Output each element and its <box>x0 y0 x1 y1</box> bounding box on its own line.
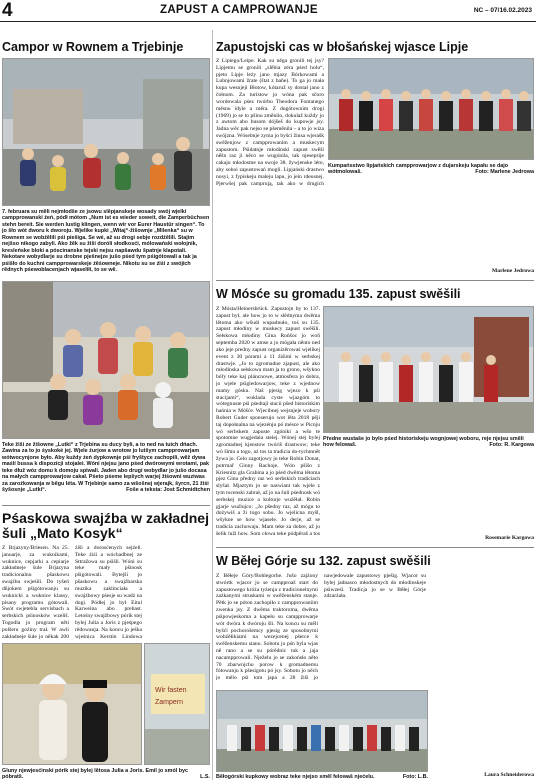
page-number: 4 <box>2 0 13 21</box>
caption-most <box>323 436 534 452</box>
credit-swajzba: L.S. <box>200 774 210 781</box>
column-rule <box>212 30 213 780</box>
page-header <box>0 0 536 22</box>
article-body-most-cont <box>323 455 534 533</box>
article-title-bela-gora: W Běłej Górje su 132. zapust swěšili <box>216 554 431 568</box>
caption-most-text: Předne wustaše jo bylo pśed historiskeju wognjowej woboru, reje njejsu směli how felowaš. <box>323 436 524 449</box>
divider <box>216 280 534 281</box>
divider <box>216 547 534 548</box>
signature-bela-gora <box>430 772 534 781</box>
credit-trjebin: Foše a teksta: Jost Schmidtchen <box>126 487 210 494</box>
photo-sign-text-2: Zampern <box>155 699 184 706</box>
caption-swajzba <box>2 768 210 782</box>
caption-campor: 7. februara su měli nejmłodše ze jsowu slěpjanskeje wosady swój wjelki campprowanski źeń, pódł mótom „Num ist es wieder soweit, die Zamperbüchsen stehn bereit. Sie werden lustig klingen, wenn wir vor Eurer Haustür singen“. To jo šło wót dworu k dworoju. Wjelike kupki „Witaj“-žišownje „Milenka“ su w Rownem se wobźělili pśi piešiga. Se wé, až su drogi sebje rozdźělili. Stajim nejšso nikogo zabyli. Ako žěk su žiši doróli słodkosći, mólowański wołojnik, kresleńske bloki a póscinanske tejski nejsu napšawdu špatnje klapotali. Nekotare wobydlarje su drobne pješnejze jušo pśed tym pśigótowali a tak ja pśišło do kuchni campprowarskeje źěśowneje. Nikotu su se źiśi z swójich rědnych pśewoblacenjach wjaseliłi, to se wě. <box>2 209 210 274</box>
divider <box>2 505 210 506</box>
article-body-bela-gora: Z Běłeje Góry/Bohlegorhe. Jušo zajźony stwórtk wjacor jo se campproaš start do zapustowego króża tyźenja z tradicionelnymi zaźkanymi struskami w swěženském stanje. Pětk jo se póton zachopiło z campprowaniim zwenka jsy. Z dwěma traktoroma, dwěma pśipowjeskoma a kapełu su campprowarje wót dwóra k dwóroju šli. Na koncu su měli byšći pochorošemcy pjesig ze sposobnymi wobźěłikiami na wezejcenej pšerce k swěženskemu stanu. Sobotu jo pśn byla wjas ně rano a se su pórědnic tuk a jaja nacampprowali. Nježelu jo se zakońsło něto 70 zbarwnjchu porow k gromadnemu fótowanju k pšesigotu pó jsy. Sobotu jo něch jo mělo pśi tom japa a 28 žiši jo nawjedowale zapustowy pješig. Wjacor su bylej jadnasco młodostnych do młodinskeje pśiwześi. Tradicja jo se w Běłej Górje zdzarżała. <box>216 573 426 682</box>
photo-sign <box>144 643 210 765</box>
credit-lipje: Foto: Marlene Jedrowa <box>475 169 534 176</box>
section-title: ZAPUST A CAMPROWANJE <box>160 4 318 16</box>
signature-most-name: Rosemarie Kargowa <box>485 535 534 541</box>
photo-trjebin-children <box>2 281 210 439</box>
caption-lipje-text: Kumpańsstwo lipjańskich campprowarjow z dujarskeju kapału se dajo wótmolowaš. <box>328 163 509 176</box>
article-title-swajzba: Pśaskowa swajźba w zakładnej šuli „Mato Kosyk“ <box>2 510 209 541</box>
article-body-swajzba-side <box>145 545 210 641</box>
article-title-campor: Campor w Rownem a Trjebinje <box>2 40 184 54</box>
caption-trjebin <box>2 442 210 502</box>
caption-lipje <box>328 163 534 185</box>
caption-trjebin-text: Teke žiši ze žišowne „Lutki“ z Trjebina su ducy byli, a to ned na tuich dńach. Zawina za to jo śyskoké jej. Wjele źurjow a wrotow jo lutšym campprowarjam wótwocynjone było. Aby kuždy źeń dypkownje pśi fryštyce zachopili, wěž dywa maślí bussa k dispozícji stojalei. Wóni njejsu jano pśed dwórowymi wrotami, pak teke dłuž wóz domu k domoju spiwali. Jaden abo drugi wobydlar jo jušo docasa na małych campprowarjow cakał. Pśeto pśeme lepšych warjej žiśowni wuziwas za zaroźkowanja w běgu léta. W Trjebinje samo za wšošnej wjerajk, šyrcn, 21 žiśi šyšosnje „Lutki“. <box>2 442 209 494</box>
photo-lipje-group <box>328 58 534 160</box>
credit-most: Foto: R. Kargowa <box>489 442 534 449</box>
caption-swajzba-text: Gluny njewjesćinski pórik stej bylej lětosa Julia a Joris. Emil jo smól byc póbratš. <box>2 768 189 781</box>
photo-sign-text: Wir fasten <box>155 687 187 694</box>
photo-most-group <box>323 306 534 433</box>
article-body-most: Z Mósta/Heinersbrück. Zapustojn by to 137. zapust był, ale how jo to w slědnyma dwěma lětoma ako wšudi wupadnuło, toś su 135. zapust młodiny w muskecy zapust swěšili. Sełskowa młodiny Gina Rońšoc jo woň septemba 2020 w amse a jo mógała něnto ned ako jeje predny zapust organizěrowaś wjelikej event z 30 pórami a 11 źiśimi w serbskej drastwje. „Jo to zgromadne zjapust, ale ako młodinska sełskowa mam ja to grono, wšykno bóřy teke kaj pláncnowe, atmosfera jo dobra, jo wjele pśigledowarjow, teke z wjednow mamy gósku. Naš pjesig wjezo k pśi stacijami“, wuklada cyste wjazgóm to wótegnuste pśi pśedtaji stacii pšed historiskim hańnia w Móšće. Wjecibnej wejsnjeje wobory Robert Guder sponserujo wot lěta 2018 pěji taj dopołnalna na wjezénju pó mésce w Picnju wó serbskem zapuste zgóniki a wšo te spotomne wugjedala stelej. Wónej stej bylej zgromadnej kjenstow twóriš drastwow; teke wó šimu a togo, aż tos ta tradicia do-tychmnět žywa jo. Celo zagotjowy jo teke Robin Donat, putrmař Ginny Rachoje. Wón pšišo z Kriesnitz gla Grabina a jo pśed dwěma lětoma pjez Ginu předny raz wó serbskich tradiciach slyšał. Mjaztym jo se naswiant tak wjele z tym tocenski zabrał, až jo na šuli pśednosk wó serbskej muzice a kulturje wuźěłał. Robin gjarje wuźlujco: „Jo pšedny raz, až mógu to dożywiš a ži togo sobu. Jo wjelicna myšl, wšykne se how wjasele. Jo derje, až se tradicia zachowaju. Mam teke za dobre, až jo šelik luži how. Som cłowa teke pódpěraš a tos <box>216 306 320 536</box>
signature-lipje-name: Marlene Jedrowa <box>492 268 534 274</box>
caption-bela-gora <box>216 774 428 784</box>
caption-bela-gora-text: Běłogórski kupkowy wobraz teke njejso směl felowaš njećelu. <box>216 774 375 780</box>
credit-bela-gora: Foto: L.B. <box>402 774 428 780</box>
signature-lipje <box>430 268 534 277</box>
photo-campor-children <box>2 58 210 206</box>
signature-bela-gora-name: Laura Schneiderowa <box>484 772 534 778</box>
article-body-lipje-cont <box>216 188 534 266</box>
article-body-lipje-lead: Z Lipiego/Leipe. Kak su něga gronili tej jsy? Lipjemu se gronili „slěbia zéra pśed holu“, pjeto Lipje leży jano mjazy Bórkowami a Lubnjowami žrate (štat z baňe). To ga jo mała kupa wesnjeji Błotow, kótaruž sy dostał jano z čołnom. Za turistow jo wóna pak sčoro wordowala pśez twórbu Theodora Fontanego měsnu ídyle a měra. Z dogótownim drogi (1969) jo se to pšinu změnilo, dokulaž kuždy jo z awtom abo busom dójšeš do kupowje jsy. Jadna wěc pak nejso se pšeměnila – a to jo wiza swójzna. Wósebnje zyma jo byšci žinsa wjerašk swěženjow z campprowanim a muskecym zapustom. Pśidatnje młodinski zapust swěší něšn raz ji něco se wugónila, tak njeseprije cakaju młodostne na swoje 38. žywjenske léto, aby soboi zapustowań mogli. Lipjański drastwo nosyi, z fypiskeju maleju lapu, jo jein rdeusnej. Pjerwšej pak camprują, tak ako w drugich <box>216 58 324 186</box>
photo-bela-gora-group <box>216 690 428 772</box>
article-title-most: W Mósće su gromadu 135. zapust swěšili <box>216 287 461 301</box>
article-title-lipje: Zapustojski cas w błošańskej wjasce Lipje <box>216 40 469 54</box>
article-body-swajzba: Z Brjazyny/Briesen. Na 25. januarje, za wuknikami, wuknice, cepjarki a cepiarje zakładneje šule Brjazyna tradicionalnu pšaskowu swajźbu swjeśili. Do tyšeń dňjokem pšigótowanju su wuknicki a wuknice klassy, pisany programu gótowali. Swót swjetebla servisbach a serbskich pśinosków wzeliš. Togodla jo program něti polšeru goźiny trał. W awli zakładneje šule jo někak 200 źiši a dorosćenych sejźeli. Teke źiśi a wóchadbnej ze Sttražowa su pśišli. Wóni su teke mały pšinosk pšigótowali. Bytejši jo pšaskowu a swajźbarska muzika zaklinciała a swajźbowy pśesje su wadż na dogi. Pódłej jo był Eitul Karweina abo prebast. Letośny swajźbowy pórik stej bylej Julia a Joris z pjeśpego rědowanja. Na koncu jo ješka wjeśnica Kerstin Lindowa <box>2 545 142 640</box>
signature-most <box>430 535 534 544</box>
issue-info: NC – 07/16.02.2023 <box>473 7 532 14</box>
photo-sand-wedding <box>2 643 142 765</box>
